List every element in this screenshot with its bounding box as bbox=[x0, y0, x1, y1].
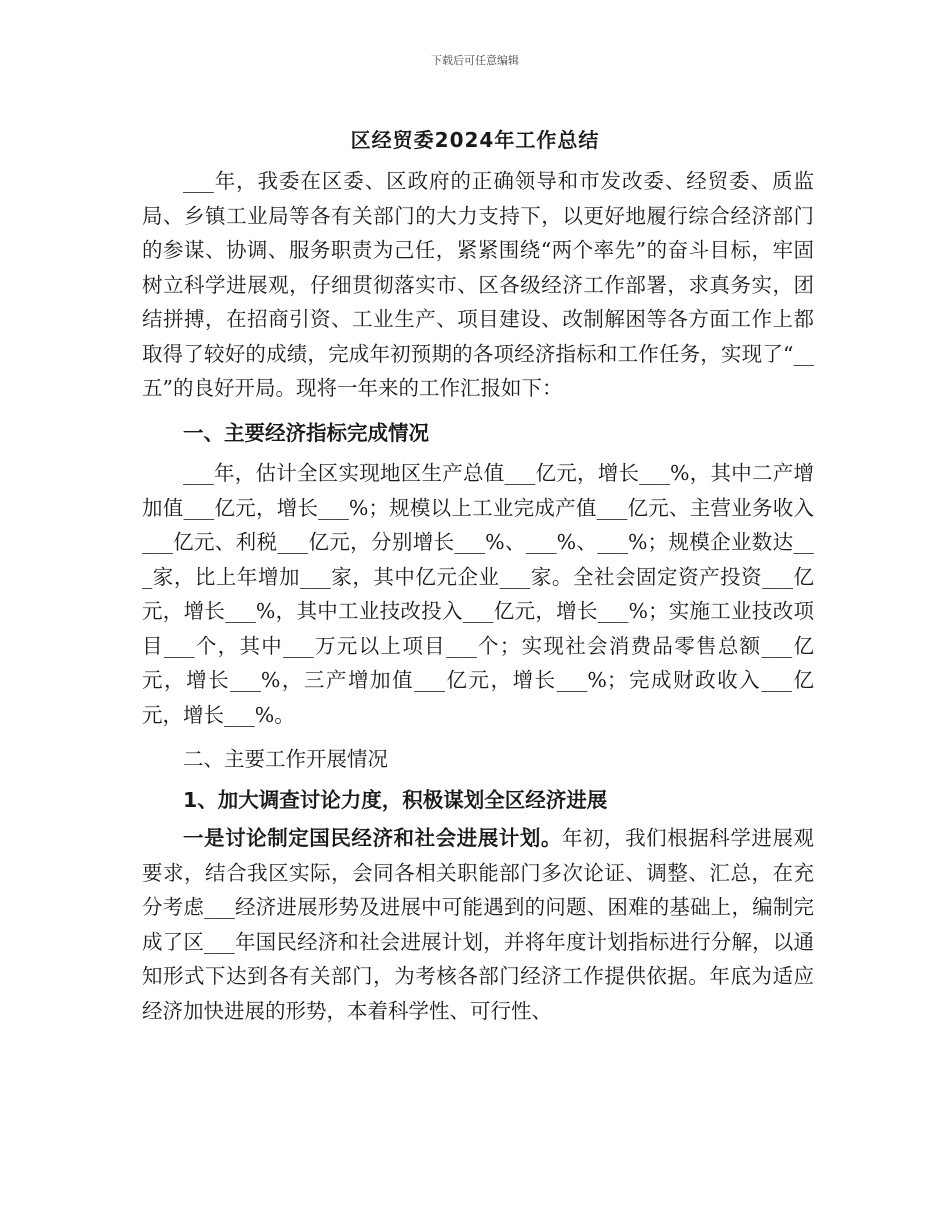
document-title: 区经贸委2024年工作总结 bbox=[350, 128, 600, 152]
section2-sub1-text: 年初，我们根据科学进展观要求，结合我区实际，会同各相关职能部门多次论证、调整、汇总，在充分考虑___经济进展形势及进展中可能遇到的问题、困难的基础上，编制完成了区___年国民经济和社会进展计划，并将年度计划指标进行分解，以通知形式下达到各有关部门，为考核各部门经济工作提供依据。年底为适应经济加快进展的形势，本着科学性、可行性、 bbox=[142, 826, 815, 1023]
intro-paragraph: ___年，我委在区委、区政府的正确领导和市发改委、经贸委、质监局、乡镇工业局等各有关部门的大力支持下，以更好地履行综合经济部门的参谋、协调、服务职责为己任，紧紧围绕“两个率先”的奋斗目标，牢固树立科学进展观，仔细贯彻落实市、区各级经济工作部署，求真务实，团结拼搏，在招商引资、工业生产、项目建设、改制解困等各方面工作上都取得了较好的成绩，完成年初预期的各项经济指标和工作任务，实现了“__五”的良好开局。现将一年来的工作汇报如下： bbox=[142, 169, 814, 400]
document-body bbox=[142, 164, 814, 1028]
section2-sub1-lead: 一是讨论制定国民经济和社会进展计划。 bbox=[183, 826, 562, 850]
section1-paragraph: ___年，估计全区实现地区生产总值___亿元，增长___%，其中二产增加值___亿元，增长___%；规模以上工业完成产值___亿元、主营业务收入___亿元、利税___亿元，分别增长___%、___%、___%；规模企业数达___家，比上年增加___家，其中亿元企业___家。全社会固定资产投资___亿元，增长___%，其中工业技改投入___亿元，增长___%；实施工业技改项目___个，其中___万元以上项目___个；实现社会消费品零售总额___亿元，增长___%，三产增加值___亿元，增长___%；完成财政收入___亿元，增长___%。 bbox=[142, 461, 814, 727]
section2-heading: 二、主要工作开展情况 bbox=[183, 747, 388, 771]
section1-heading: 一、主要经济指标完成情况 bbox=[183, 420, 429, 445]
header-note: 下载后可任意编辑 bbox=[431, 54, 519, 67]
section2-sub1-heading: 1、加大调查讨论力度，积极谋划全区经济进展 bbox=[183, 787, 608, 812]
section2-sub1-paragraph bbox=[142, 821, 814, 1028]
